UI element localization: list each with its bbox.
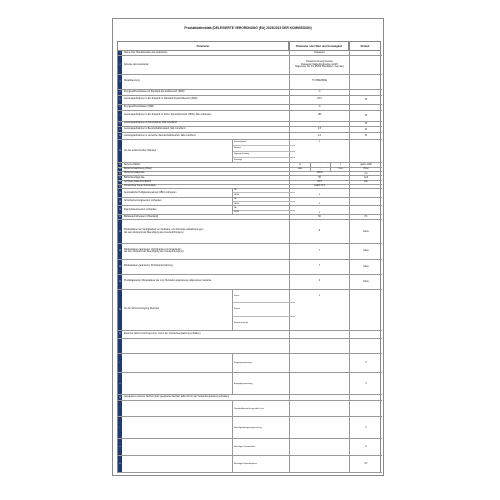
option-label: Signage-Display — [233, 152, 295, 158]
row-options — [232, 401, 294, 416]
row-value: - — [290, 122, 350, 126]
table-row — [118, 373, 382, 394]
row-value — [290, 373, 350, 393]
option-label: Monitor — [233, 146, 295, 152]
row-value: Panasonic — [290, 51, 350, 55]
row-label: Leistungsaufnahme im Bereitschaftszustand, falls zutreffend — [122, 127, 290, 132]
row-unit: dm² — [364, 181, 368, 184]
row-unit: A — [365, 445, 367, 448]
row-value — [290, 331, 350, 339]
row-label: Sichtbare Bildschirmfläche — [122, 181, 290, 184]
row-value: TX-55MZ800E — [290, 75, 350, 89]
row-label: Verwendete Panel-Technologie — [122, 185, 290, 188]
row-label: Spracherkennungssensor vorhanden JA NEIN — [122, 198, 290, 206]
row-label: Mindestdauer garantierter Produktunterstützung — [122, 260, 290, 274]
row-label: Automatische Helligkeitsregelung (ABC) vorhanden JA NEIN — [122, 189, 290, 197]
row-number: 16 — [118, 181, 122, 184]
row-unit: V — [365, 382, 367, 385]
ratio-second: 9 — [330, 163, 350, 166]
row-unit: Jahre — [363, 230, 369, 233]
row-value — [290, 163, 350, 166]
table-row — [118, 331, 382, 340]
row-number: ii — [118, 439, 122, 455]
row-unit: W — [364, 122, 368, 125]
row-unit: Pixel — [363, 168, 369, 171]
option-value: x — [318, 203, 321, 206]
option-label: Benötigte Ausgangsspannung — [234, 426, 262, 429]
row-value: OLED TFT — [290, 185, 350, 188]
row-number: 19 — [118, 198, 122, 206]
row-unit — [350, 189, 382, 197]
row-number: 11 — [118, 140, 122, 163]
table-row — [118, 96, 382, 105]
row-number: iii — [118, 456, 122, 472]
row-label: Bildschirmdiagonale — [122, 176, 290, 179]
row-unit: Jahre — [363, 280, 369, 283]
row-unit — [350, 75, 382, 89]
option-value: x — [318, 194, 321, 197]
option-label: JA — [233, 189, 295, 193]
row-number: 14 — [118, 172, 122, 175]
row-unit — [350, 395, 382, 400]
table-row — [118, 260, 382, 275]
row-options — [232, 354, 294, 372]
product-data-sheet — [112, 18, 384, 476]
row-unit: W — [364, 98, 368, 101]
row-unit — [350, 90, 382, 95]
row-number: 4 — [119, 91, 121, 94]
table-row — [118, 206, 382, 215]
row-number: i — [118, 354, 122, 372]
option-value: x — [318, 294, 321, 297]
page-title: Produktdatenblatt (DELEGIERTE VERORDNUNG (EU) 2023/2015 DER KOMMISSION) — [184, 26, 312, 30]
row-value: G — [290, 105, 350, 110]
row-value — [290, 354, 350, 372]
row-options — [232, 456, 294, 472]
row-unit: cm — [364, 172, 368, 175]
row-label: Leistungsaufnahme im Ein-Zustand im Standard-Dynamikbereich (SDR) — [122, 96, 290, 104]
option-label: Benötigter Stromstärke — [234, 445, 256, 448]
row-unit: W — [364, 114, 368, 117]
option-label: Benötigte Stromfrequenz — [234, 463, 257, 466]
table-body — [117, 51, 381, 473]
row-unit — [350, 51, 382, 55]
row-value — [290, 339, 350, 353]
row-value: 93.0 — [290, 96, 350, 104]
row-unit: V — [365, 426, 367, 429]
header-value: Parameter oder Wert und Genauigkeit — [289, 41, 349, 51]
table-row — [118, 189, 382, 198]
table-row — [118, 439, 382, 456]
row-number: 26 — [118, 290, 122, 330]
row-unit — [350, 140, 382, 163]
row-number: 5 — [118, 96, 122, 104]
row-value: 0.5 — [290, 127, 350, 132]
option-label: Ausgangsspannung — [234, 382, 253, 385]
option-label: NEIN — [234, 194, 239, 197]
row-options — [232, 290, 294, 330]
option-value: x — [318, 140, 321, 143]
table-row — [118, 220, 382, 244]
row-unit — [350, 198, 382, 206]
row-number: 20 — [118, 206, 122, 214]
table-row — [118, 56, 382, 74]
row-unit — [350, 56, 382, 73]
row-label: Seitenverhältnis — [122, 163, 290, 166]
row-value: 138.8 — [290, 172, 350, 175]
row-number: 1 — [119, 52, 121, 55]
option-label: NEIN — [234, 211, 239, 214]
row-value — [290, 395, 350, 400]
row-label: Leistungsaufnahme im Aus-Zustand, falls zutreffend — [122, 122, 290, 126]
ratio-first: 3840 — [297, 167, 303, 170]
row-label: Name oder Handelsmarke des Lieferanten — [122, 51, 290, 55]
row-number: i — [118, 417, 122, 437]
row-label: Energieeffizienzklasse für Standard-Dynamikbereich (SDR) — [122, 90, 290, 95]
row-value — [290, 140, 350, 163]
option-value: x — [318, 211, 321, 214]
row-value — [290, 417, 350, 437]
row-number: 8 — [119, 122, 121, 125]
row-label: Raumpräsenzsensor vorhanden JA NEIN — [122, 206, 290, 214]
row-number: 21 — [118, 216, 122, 219]
header-unit: Einheit — [349, 41, 381, 51]
row-value: 50 — [290, 215, 350, 219]
row-options — [232, 373, 294, 393]
row-value: 2.0 — [290, 133, 350, 138]
header-parameter: Parameter — [117, 41, 289, 51]
row-value: 2 — [290, 275, 350, 289]
row-number: 25 — [118, 275, 122, 289]
table-row — [118, 417, 382, 438]
row-unit: Jahre — [363, 265, 369, 268]
row-label — [122, 456, 290, 472]
table-row — [118, 244, 382, 260]
row-label: Leistungsaufnahme im vernetzten Bereitschaftsbetrieb, falls zutreffend — [122, 133, 290, 138]
row-options — [232, 206, 294, 214]
row-number: 15 — [118, 176, 122, 179]
row-label: Bildschirmauflösung (Pixel) — [122, 168, 290, 171]
row-unit: W — [364, 135, 368, 138]
row-value: 55 — [290, 176, 350, 179]
table-row — [118, 354, 382, 373]
row-label — [122, 373, 290, 393]
row-options — [232, 189, 294, 197]
row-options — [232, 439, 294, 455]
row-unit — [350, 401, 382, 416]
row-options — [232, 198, 294, 206]
row-value: 159 — [290, 111, 350, 121]
row-value: 7 — [290, 244, 350, 259]
row-value — [290, 401, 350, 416]
row-number: 10 — [118, 135, 122, 138]
row-value: G — [290, 90, 350, 95]
row-unit: Hz — [364, 462, 368, 465]
row-label: Bildwiederholfrequenz (Standard) — [122, 215, 290, 219]
row-label — [122, 417, 290, 437]
data-table — [117, 41, 381, 473]
row-unit: V — [365, 362, 367, 365]
ratio-first: 16 — [298, 163, 302, 166]
option-label: JA — [233, 206, 295, 210]
row-label: Leistungsaufnahme im Ein-Zustand im hohen Dynamikbereich (HDR), falls vorhanden — [122, 111, 290, 121]
option-label: Intern — [233, 290, 295, 304]
row-number: 22 — [118, 220, 122, 243]
row-value — [290, 456, 350, 472]
row-options — [232, 140, 294, 163]
row-label — [122, 354, 290, 372]
row-unit: ganze Zahl — [360, 164, 372, 167]
row-unit: Hz — [364, 216, 368, 219]
row-unit: W — [364, 128, 368, 131]
row-label — [122, 401, 290, 416]
row-value — [290, 189, 350, 197]
table-row — [118, 198, 382, 207]
row-value: 8 — [290, 220, 350, 243]
row-value — [290, 206, 350, 214]
option-label: Sonstige — [234, 159, 243, 162]
table-row — [118, 456, 382, 473]
row-unit: Jahre — [363, 250, 369, 253]
table-row — [118, 111, 382, 122]
row-number: 3 — [118, 75, 122, 89]
option-label: Extern genormt — [234, 322, 249, 325]
row-options — [232, 417, 294, 437]
row-number: 9 — [119, 128, 121, 131]
row-label: Art der Stromversorgung (Netzteil) Intern Extern Extern genormt — [122, 290, 290, 330]
table-row — [118, 275, 382, 290]
option-label: Eingangsspannung — [234, 362, 252, 365]
option-label: NEIN — [234, 202, 239, 205]
row-label: Art des elektronischen Displays Fernsehgerät Monitor Signage-Display Sonstige — [122, 140, 290, 163]
row-label: Externes Netzteil (nicht genormt, und in der Verkaufsverpackung enthalten) — [122, 331, 290, 339]
row-label — [122, 439, 290, 455]
row-label — [122, 339, 290, 353]
row-label: Energieeffizienzklasse (HDR) — [122, 105, 290, 110]
row-number: 24 — [118, 260, 122, 274]
row-label: Mindestdauer der Verfügbarkeit von Software- und Firmware-Aktualisierungen (ab dem Zeitpunkt der Beendigung des Inverkehrbringens) — [122, 220, 290, 243]
row-number: 28 — [118, 396, 122, 399]
row-label: Produktgarantie: Mindestdauer der vom Hersteller angebotenen allgemeinen Garantie — [122, 275, 290, 289]
row-number: 27 — [118, 331, 122, 339]
table-row — [118, 290, 382, 331]
row-value — [290, 439, 350, 455]
row-unit — [350, 105, 382, 110]
row-label: Bildschirmdiagonale — [122, 172, 290, 175]
row-value — [290, 168, 350, 171]
row-number: 2 — [118, 56, 122, 73]
option-label: Extern — [233, 303, 295, 317]
ratio-colon: : — [310, 163, 330, 166]
row-number: 13 — [118, 168, 122, 171]
row-unit — [350, 331, 382, 339]
row-number: 12 — [118, 164, 122, 167]
row-value: Panasonic Energy Europe Panasonic Marketing Europe GmbH Hagenauer Str. 43, 65203 Wiesbaden, Germany — [290, 56, 350, 73]
row-value — [290, 290, 350, 330]
row-number: 7 — [118, 111, 122, 121]
row-number: 23 — [118, 244, 122, 259]
table-row — [118, 75, 382, 90]
row-unit — [350, 290, 382, 330]
row-label: Mindestdauer garantierter Verfügbarkeit von Ersatzteilen (ab dem Zeitpunkt der Beendigung des Inverkehrbringens) — [122, 244, 290, 259]
ratio-colon: : — [310, 168, 330, 171]
row-unit — [350, 339, 382, 353]
row-number: 17 — [118, 185, 122, 188]
ratio-second: 2160 — [330, 168, 350, 171]
table-row — [118, 339, 382, 354]
row-unit — [350, 185, 382, 188]
row-label: Adresse des Lieferanten — [122, 56, 290, 73]
option-label: Standardbezeichnung oder Liste — [234, 407, 264, 410]
row-label: Modellkennung — [122, 75, 290, 89]
option-label: JA — [233, 198, 295, 202]
row-value — [290, 198, 350, 206]
row-number: ii — [118, 373, 122, 393]
row-unit: Zoll — [364, 176, 368, 179]
row-number: 6 — [119, 106, 121, 109]
row-value: 82.3 — [290, 181, 350, 184]
row-unit — [350, 206, 382, 214]
table-row — [118, 401, 382, 417]
option-label: Fernsehgerät — [233, 140, 295, 146]
row-label: Geeignetes externes Netzteil (oder geeignetes Netzteil, falls nicht in der Verkaufsverpackung enthalten) — [122, 395, 290, 400]
row-value: 7 — [290, 260, 350, 274]
row-number: 18 — [118, 189, 122, 197]
